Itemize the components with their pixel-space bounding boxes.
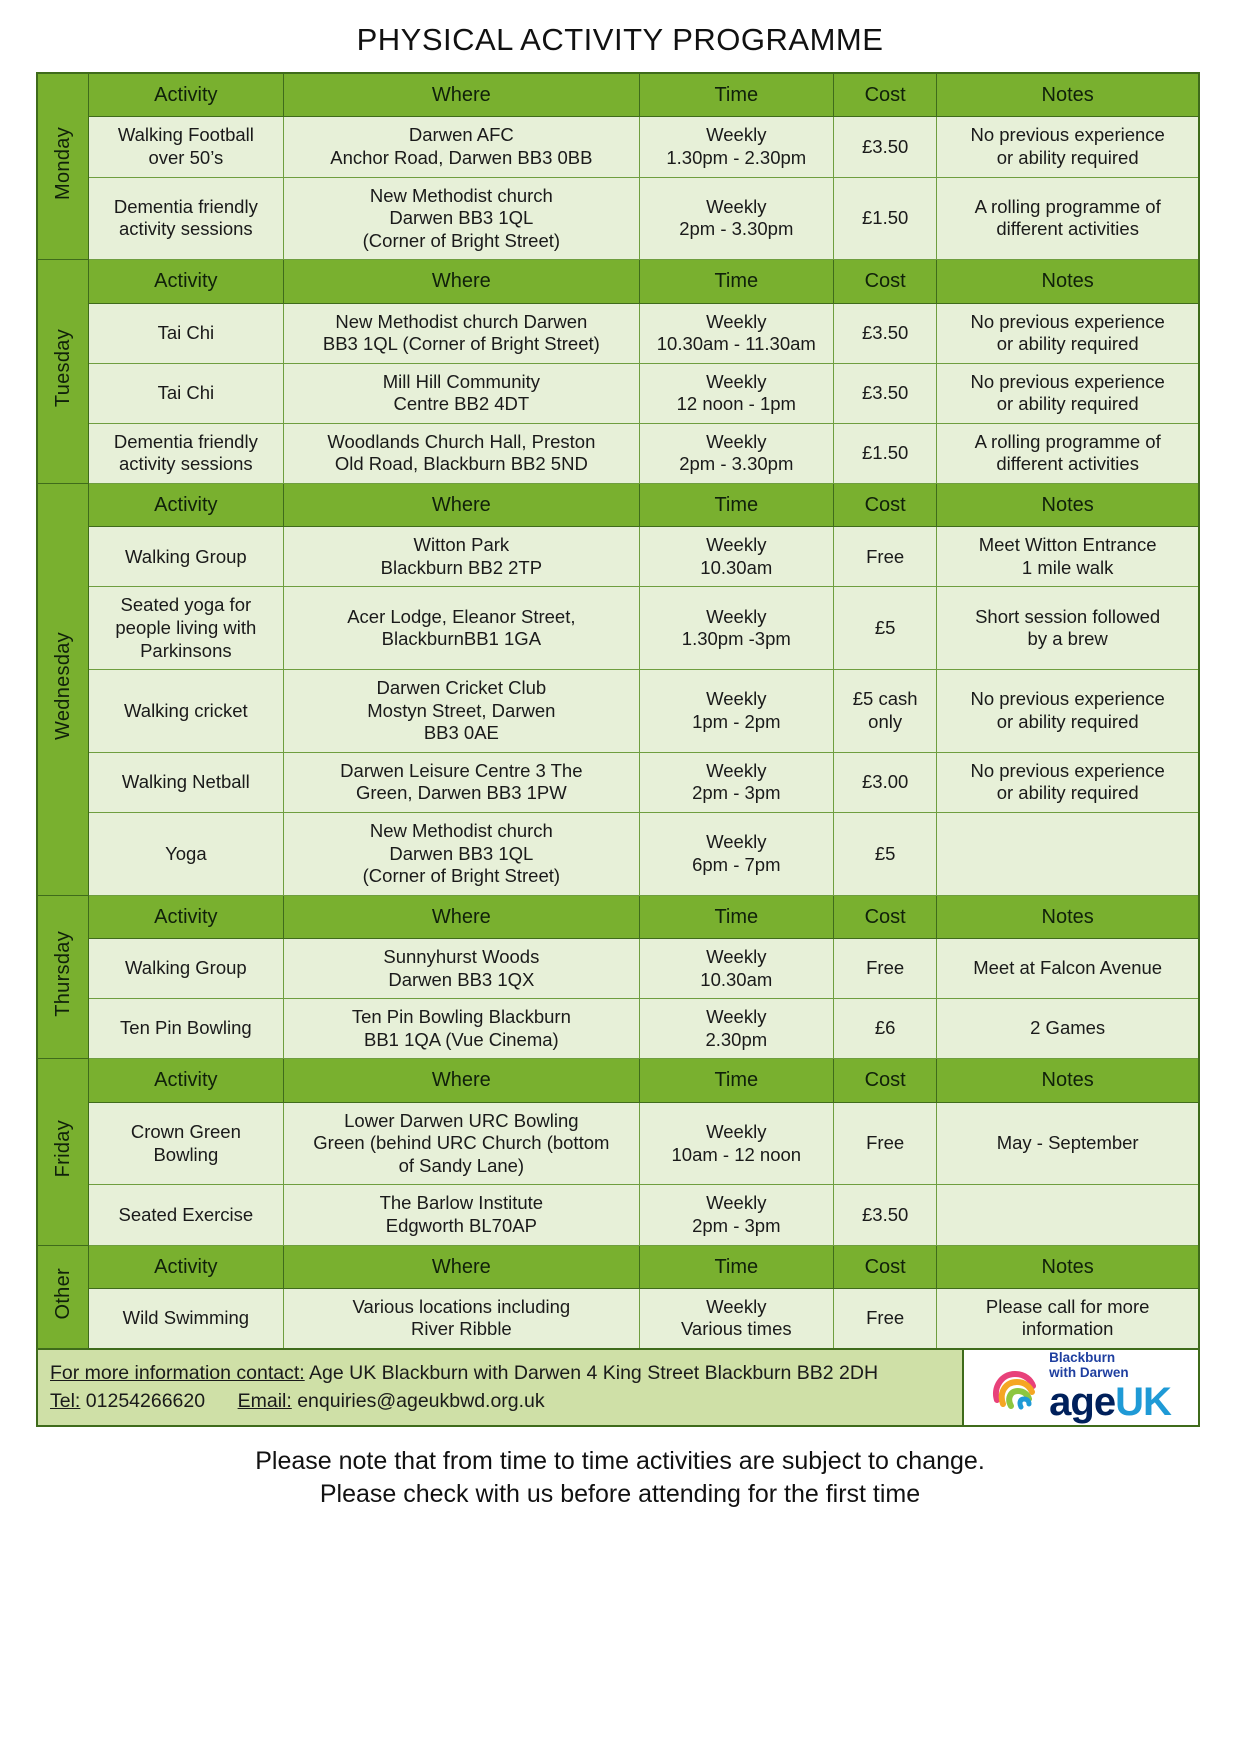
cell-notes: A rolling programme of different activities bbox=[937, 423, 1199, 483]
table-row bbox=[37, 117, 1199, 177]
cell-time: Weekly 6pm - 7pm bbox=[639, 812, 833, 895]
column-header-notes: Notes bbox=[937, 260, 1199, 303]
table-row bbox=[37, 363, 1199, 423]
table-row bbox=[37, 1185, 1199, 1245]
cell-time: Weekly 10am - 12 noon bbox=[639, 1102, 833, 1185]
cell-where: New Methodist church Darwen BB3 1QL (Corner of Bright Street) bbox=[284, 303, 639, 363]
day-header-row bbox=[37, 1245, 1199, 1288]
day-header-row bbox=[37, 1059, 1199, 1102]
cell-time: Weekly 2.30pm bbox=[639, 999, 833, 1059]
email-value[interactable]: enquiries@ageukbwd.org.uk bbox=[297, 1390, 545, 1413]
logo-age-text: age bbox=[1049, 1380, 1116, 1425]
table-row bbox=[37, 670, 1199, 753]
column-header-cost: Cost bbox=[834, 260, 937, 303]
day-label-friday bbox=[37, 1059, 88, 1245]
cell-cost: £3.50 bbox=[834, 117, 937, 177]
footer-bar bbox=[36, 1350, 1200, 1427]
column-header-cost: Cost bbox=[834, 1245, 937, 1288]
cell-time: Weekly 2pm - 3.30pm bbox=[639, 423, 833, 483]
cell-activity: Walking Group bbox=[88, 527, 284, 587]
day-label-other bbox=[37, 1245, 88, 1349]
cell-time: Weekly Various times bbox=[639, 1288, 833, 1349]
column-header-activity: Activity bbox=[88, 1245, 284, 1288]
day-label-monday bbox=[37, 73, 88, 260]
table-row bbox=[37, 177, 1199, 260]
column-header-notes: Notes bbox=[937, 895, 1199, 938]
cell-time: Weekly 10.30am bbox=[639, 939, 833, 999]
cell-cost: Free bbox=[834, 527, 937, 587]
day-header-row bbox=[37, 895, 1199, 938]
page-title: PHYSICAL ACTIVITY PROGRAMME bbox=[356, 22, 884, 57]
cell-notes bbox=[937, 812, 1199, 895]
email-label: Email: bbox=[237, 1390, 292, 1413]
column-header-notes: Notes bbox=[937, 1059, 1199, 1102]
column-header-where: Where bbox=[284, 895, 639, 938]
cell-activity: Dementia friendly activity sessions bbox=[88, 177, 284, 260]
table-row bbox=[37, 527, 1199, 587]
cell-activity: Dementia friendly activity sessions bbox=[88, 423, 284, 483]
column-header-notes: Notes bbox=[937, 1245, 1199, 1288]
table-row bbox=[37, 1288, 1199, 1349]
day-label-thursday bbox=[37, 895, 88, 1059]
column-header-notes: Notes bbox=[937, 73, 1199, 117]
cell-time: Weekly 12 noon - 1pm bbox=[639, 363, 833, 423]
day-label-tuesday bbox=[37, 260, 88, 484]
cell-where: Acer Lodge, Eleanor Street, BlackburnBB1 1GA bbox=[284, 587, 639, 670]
column-header-time: Time bbox=[639, 260, 833, 303]
cell-where: Witton Park Blackburn BB2 2TP bbox=[284, 527, 639, 587]
cell-cost: Free bbox=[834, 1288, 937, 1349]
cell-cost: £3.50 bbox=[834, 303, 937, 363]
cell-cost: £6 bbox=[834, 999, 937, 1059]
day-label-text: Monday bbox=[51, 126, 74, 200]
column-header-activity: Activity bbox=[88, 895, 284, 938]
logo-line2: with Darwen bbox=[1049, 1365, 1129, 1381]
logo-uk-text: UK bbox=[1115, 1380, 1171, 1425]
cell-cost: £3.00 bbox=[834, 752, 937, 812]
table-row bbox=[37, 939, 1199, 999]
logo-line1: Blackburn bbox=[1049, 1350, 1116, 1366]
cell-notes: 2 Games bbox=[937, 999, 1199, 1059]
cell-where: Darwen Leisure Centre 3 The Green, Darwen BB3 1PW bbox=[284, 752, 639, 812]
cell-activity: Wild Swimming bbox=[88, 1288, 284, 1349]
cell-time: Weekly 10.30am - 11.30am bbox=[639, 303, 833, 363]
column-header-time: Time bbox=[639, 73, 833, 117]
column-header-cost: Cost bbox=[834, 1059, 937, 1102]
column-header-where: Where bbox=[284, 73, 639, 117]
table-row bbox=[37, 752, 1199, 812]
column-header-time: Time bbox=[639, 895, 833, 938]
table-row bbox=[37, 423, 1199, 483]
note-line-1: Please note that from time to time activities are subject to change. bbox=[255, 1447, 985, 1476]
contact-block bbox=[38, 1350, 962, 1425]
column-header-activity: Activity bbox=[88, 1059, 284, 1102]
cell-where: Sunnyhurst Woods Darwen BB3 1QX bbox=[284, 939, 639, 999]
cell-time: Weekly 1.30pm -3pm bbox=[639, 587, 833, 670]
cell-activity: Yoga bbox=[88, 812, 284, 895]
cell-time: Weekly 10.30am bbox=[639, 527, 833, 587]
cell-notes: No previous experience or ability required bbox=[937, 752, 1199, 812]
cell-notes: Meet at Falcon Avenue bbox=[937, 939, 1199, 999]
cell-cost: £3.50 bbox=[834, 1185, 937, 1245]
table-row bbox=[37, 1102, 1199, 1185]
column-header-where: Where bbox=[284, 260, 639, 303]
cell-notes: No previous experience or ability required bbox=[937, 670, 1199, 753]
contact-label: For more information contact: bbox=[50, 1362, 305, 1385]
cell-activity: Seated yoga for people living with Parkinsons bbox=[88, 587, 284, 670]
cell-where: Lower Darwen URC Bowling Green (behind URC Church (bottom of Sandy Lane) bbox=[284, 1102, 639, 1185]
cell-where: Woodlands Church Hall, Preston Old Road, Blackburn BB2 5ND bbox=[284, 423, 639, 483]
cell-where: Darwen Cricket Club Mostyn Street, Darwen BB3 0AE bbox=[284, 670, 639, 753]
cell-activity: Crown Green Bowling bbox=[88, 1102, 284, 1185]
column-header-cost: Cost bbox=[834, 73, 937, 117]
cell-notes: No previous experience or ability required bbox=[937, 303, 1199, 363]
day-header-row bbox=[37, 260, 1199, 303]
table-row bbox=[37, 999, 1199, 1059]
cell-time: Weekly 1pm - 2pm bbox=[639, 670, 833, 753]
table-row bbox=[37, 303, 1199, 363]
day-label-text: Thursday bbox=[51, 930, 74, 1017]
column-header-activity: Activity bbox=[88, 483, 284, 526]
cell-cost: Free bbox=[834, 939, 937, 999]
table-row bbox=[37, 812, 1199, 895]
programme-table bbox=[36, 72, 1200, 1350]
tel-value: 01254266620 bbox=[85, 1390, 206, 1413]
contact-value: Age UK Blackburn with Darwen 4 King Street Blackburn BB2 2DH bbox=[309, 1362, 879, 1385]
cell-time: Weekly 2pm - 3pm bbox=[639, 752, 833, 812]
cell-activity: Walking Group bbox=[88, 939, 284, 999]
column-header-where: Where bbox=[284, 483, 639, 526]
column-header-cost: Cost bbox=[834, 483, 937, 526]
day-label-wednesday bbox=[37, 483, 88, 895]
column-header-cost: Cost bbox=[834, 895, 937, 938]
note-line-2: Please check with us before attending for the first time bbox=[319, 1480, 921, 1509]
cell-activity: Tai Chi bbox=[88, 303, 284, 363]
cell-cost: Free bbox=[834, 1102, 937, 1185]
cell-activity: Seated Exercise bbox=[88, 1185, 284, 1245]
cell-cost: £5 bbox=[834, 812, 937, 895]
column-header-time: Time bbox=[639, 1245, 833, 1288]
cell-notes: No previous experience or ability required bbox=[937, 363, 1199, 423]
cell-time: Weekly 2pm - 3.30pm bbox=[639, 177, 833, 260]
cell-activity: Walking cricket bbox=[88, 670, 284, 753]
day-header-row bbox=[37, 73, 1199, 117]
day-label-text: Friday bbox=[51, 1120, 74, 1178]
column-header-where: Where bbox=[284, 1245, 639, 1288]
closing-note bbox=[36, 1445, 1204, 1511]
cell-cost: £1.50 bbox=[834, 423, 937, 483]
cell-where: New Methodist church Darwen BB3 1QL (Corner of Bright Street) bbox=[284, 177, 639, 260]
day-header-row bbox=[37, 483, 1199, 526]
tel-label: Tel: bbox=[50, 1390, 81, 1413]
cell-cost: £3.50 bbox=[834, 363, 937, 423]
day-label-text: Wednesday bbox=[51, 632, 74, 741]
cell-time: Weekly 2pm - 3pm bbox=[639, 1185, 833, 1245]
cell-notes: A rolling programme of different activities bbox=[937, 177, 1199, 260]
cell-notes: Please call for more information bbox=[937, 1288, 1199, 1349]
day-label-text: Other bbox=[51, 1267, 74, 1320]
cell-cost: £5 bbox=[834, 587, 937, 670]
cell-activity: Walking Football over 50’s bbox=[88, 117, 284, 177]
column-header-time: Time bbox=[639, 483, 833, 526]
cell-where: Ten Pin Bowling Blackburn BB1 1QA (Vue Cinema) bbox=[284, 999, 639, 1059]
cell-where: Various locations including River Ribble bbox=[284, 1288, 639, 1349]
cell-activity: Walking Netball bbox=[88, 752, 284, 812]
column-header-notes: Notes bbox=[937, 483, 1199, 526]
column-header-where: Where bbox=[284, 1059, 639, 1102]
column-header-time: Time bbox=[639, 1059, 833, 1102]
cell-time: Weekly 1.30pm - 2.30pm bbox=[639, 117, 833, 177]
cell-activity: Ten Pin Bowling bbox=[88, 999, 284, 1059]
cell-activity: Tai Chi bbox=[88, 363, 284, 423]
age-uk-swirl-icon bbox=[991, 1366, 1043, 1410]
cell-notes: May - September bbox=[937, 1102, 1199, 1185]
cell-where: Darwen AFC Anchor Road, Darwen BB3 0BB bbox=[284, 117, 639, 177]
cell-notes: Meet Witton Entrance 1 mile walk bbox=[937, 527, 1199, 587]
cell-where: New Methodist church Darwen BB3 1QL (Corner of Bright Street) bbox=[284, 812, 639, 895]
age-uk-logo bbox=[962, 1350, 1198, 1425]
cell-notes: No previous experience or ability required bbox=[937, 117, 1199, 177]
cell-where: The Barlow Institute Edgworth BL70AP bbox=[284, 1185, 639, 1245]
column-header-activity: Activity bbox=[88, 260, 284, 303]
cell-where: Mill Hill Community Centre BB2 4DT bbox=[284, 363, 639, 423]
day-label-text: Tuesday bbox=[51, 329, 74, 408]
cell-cost: £5 cash only bbox=[834, 670, 937, 753]
cell-notes bbox=[937, 1185, 1199, 1245]
column-header-activity: Activity bbox=[88, 73, 284, 117]
cell-cost: £1.50 bbox=[834, 177, 937, 260]
cell-notes: Short session followed by a brew bbox=[937, 587, 1199, 670]
table-row bbox=[37, 587, 1199, 670]
